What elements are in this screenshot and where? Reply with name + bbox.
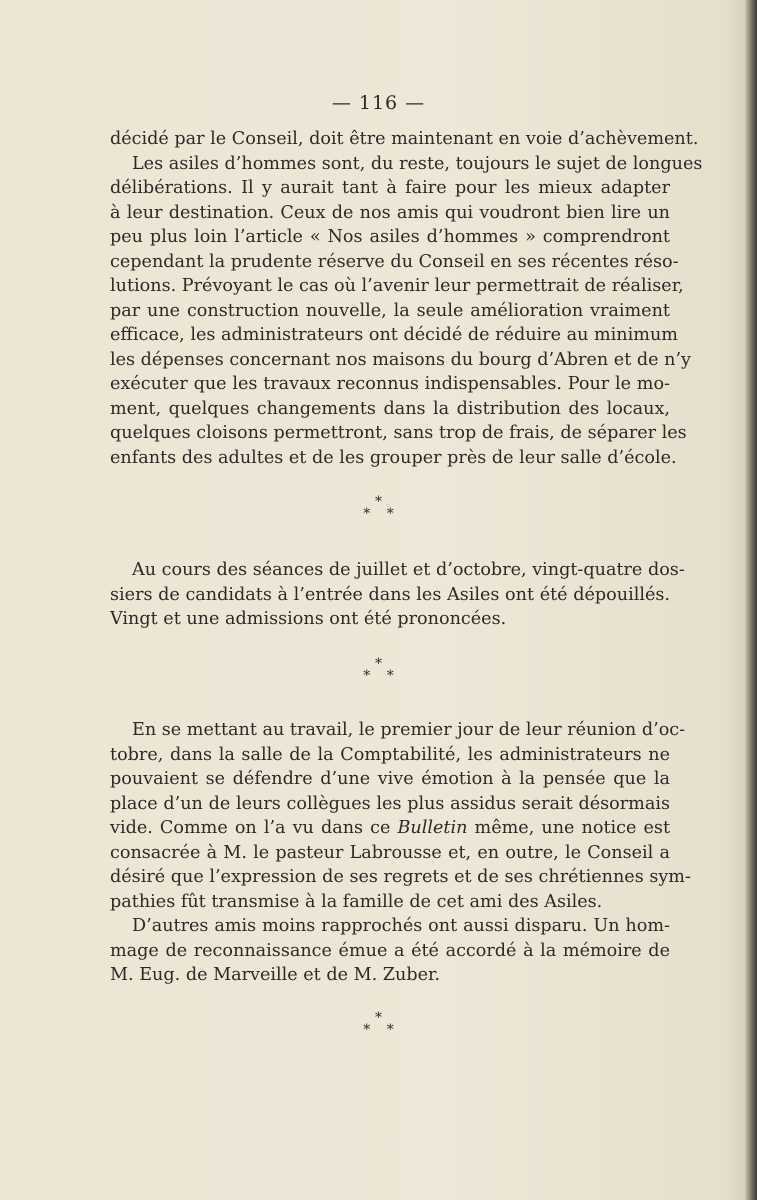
text-segment: vide. Comme on l’a vu dans ce — [110, 818, 398, 838]
text-line: enfants des adultes et de les grouper près de leur salle d’école. — [110, 447, 677, 468]
text-line: les dépenses concernant nos maisons du bourg d’Abren et de n’y — [110, 349, 691, 370]
text-line: par une construction nouvelle, la seule amélioration vraiment — [110, 300, 670, 321]
text-line: Les asiles d’hommes sont, du reste, toujours le sujet de longues — [132, 153, 703, 174]
asterism-top: * — [375, 1010, 382, 1026]
text-line: quelques cloisons permettront, sans trop de frais, de séparer les — [110, 423, 687, 443]
asterism-top: * — [375, 656, 382, 672]
text-line: Au cours des séances de juillet et d’octobre, vingt-quatre dos- — [132, 560, 685, 580]
text-line: mage de reconnaissance émue a été accordé à la mémoire de — [110, 940, 670, 961]
text-line: décidé par le Conseil, doit être maintenant en voie d’achèvement. — [110, 129, 699, 149]
text-line: siers de candidats à l’entrée dans les Asiles ont été dépouillés. — [110, 584, 670, 605]
text-line: efficace, les administrateurs ont décidé de réduire au minimum — [110, 325, 678, 345]
text-line: lutions. Prévoyant le cas où l’avenir leur permettrait de réaliser, — [110, 276, 684, 296]
asterism-bottom: * * — [363, 668, 400, 684]
asterism-bottom: * * — [363, 1022, 400, 1038]
text-line: peu plus loin l’article « Nos asiles d’hommes » comprendront — [110, 227, 670, 247]
text-line: D’autres amis moins rapprochés ont aussi disparu. Un hom- — [132, 916, 670, 936]
text-line: désiré que l’expression de ses regrets et de ses chrétiennes sym- — [110, 867, 691, 887]
paragraph-3 — [110, 718, 691, 914]
text-line: cependant la prudente réserve du Conseil en ses récentes réso- — [110, 251, 679, 272]
text-line: à leur destination. Ceux de nos amis qui voudront bien lire un — [110, 202, 670, 223]
section-separator — [0, 496, 757, 520]
text-line: place d’un de leurs collègues les plus assidus serait désormais — [110, 793, 670, 814]
text-segment: même, une notice est — [467, 818, 671, 838]
text-line: délibérations. Il y aurait tant à faire pour les mieux adapter — [110, 178, 670, 198]
section-separator — [0, 1012, 757, 1036]
text-line: M. Eug. de Marveille et de M. Zuber. — [110, 965, 441, 985]
text-line: consacrée à M. le pasteur Labrousse et, en outre, le Conseil a — [110, 842, 670, 863]
paragraph-4 — [110, 914, 670, 988]
text-line: exécuter que les travaux reconnus indispensables. Pour le mo- — [110, 374, 670, 394]
paragraph-2 — [110, 558, 685, 632]
text-line: Vingt et une admissions ont été prononcées. — [110, 609, 507, 629]
text-line: tobre, dans la salle de la Comptabilité, les administrateurs ne — [110, 744, 670, 765]
text-line: pouvaient se défendre d’une vive émotion à la pensée que la — [110, 769, 670, 789]
page-number: — 116 — — [331, 92, 426, 114]
text-line — [110, 816, 670, 841]
paragraph-1 — [110, 127, 703, 470]
text-line: pathies fût transmise à la famille de cet ami des Asiles. — [110, 891, 603, 912]
text-line: ment, quelques changements dans la distribution des locaux, — [110, 398, 670, 419]
asterism-bottom: * * — [363, 506, 400, 522]
bulletin-title: Bulletin — [397, 818, 468, 838]
asterism-top: * — [375, 494, 382, 510]
section-separator — [0, 658, 757, 682]
text-line: En se mettant au travail, le premier jour de leur réunion d’oc- — [132, 720, 686, 740]
